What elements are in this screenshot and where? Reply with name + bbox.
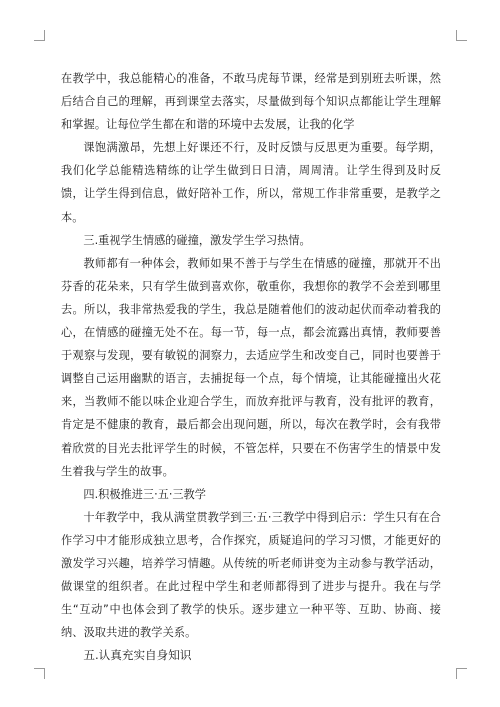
section-heading-emotional-connection: 三.重视学生情感的碰撞，激发学生学习热情。 [83,233,311,247]
crop-mark-bottom-left [34,668,45,679]
document-page [61,67,441,667]
paragraph-teaching-preparation: 在教学中，我总能精心的准备，不敢马虎每节课，经常是到别班去听课，然后结合自己的理解，再到课堂去落实，尽量做到每个知识点都能让学生理解和掌握。让每位学生都在和谐的环境中去发展，让我的化学 [61,72,441,132]
crop-mark-top-left [34,30,45,41]
paragraph-353-teaching: 十年教学中，我从满堂贯教学到三·五·三教学中得到启示：学生只有在合作学习中才能形成独立思考，合作探究，质疑追问的学习习惯，才能更好的激发学习兴趣，培养学习情趣。从传统的听老师讲变为主动参与教学活动，做课堂的组织者。在此过程中学生和老师都得到了进步与提升。我在与学生“互动”中也体会到了教学的快乐。逐步建立一种平等、互助、协商、接纳、汲取共进的教学关系。 [61,510,441,640]
paragraph-feedback-reflection: 课饱满激昂，先想上好课还不行，及时反馈与反思更为重要。每学期，我们化学总能精选精练的让学生做到日日清，周周清。让学生得到及时反馈，让学生得到信息，做好陪补工作，所以，常规工作非常重要，是教学之本。 [61,141,441,224]
section-heading-353-teaching: 四.积极推进三·五·三教学 [83,487,206,501]
section-heading-self-knowledge: 五.认真充实自身知识 [83,648,192,663]
paragraph-emotional-connection: 教师都有一种体会，教师如果不善于与学生在情感的碰撞，那就开不出芬香的花朵来，只有学生做到喜欢你，敬重你，我想你的教学不会差到哪里去。所以，我非常热爱我的学生，我总是随着他们的波动起伏而牵动着我的心，在情感的碰撞无处不在。每一节，每一点，都会流露出真情，教师要善于观察与发现，要有敏锐的洞察力，去适应学生和改变自己，同时也要善于调整自己运用幽默的语言，去捕捉每一个点，每个情境，让其能碰撞出火花来，当教师不能以味企业迎合学生，而放弃批评与教育，没有批评的教育，肯定是不健康的教育，最后都会出现问题，所以，每次在教学时，会有我带着欣赏的目光去批评学生的时候，不管怎样，只要在不伤害学生的情景中发生着我与学生的故事。 [61,256,441,478]
crop-mark-top-right [456,30,467,41]
crop-mark-bottom-right [456,668,467,679]
